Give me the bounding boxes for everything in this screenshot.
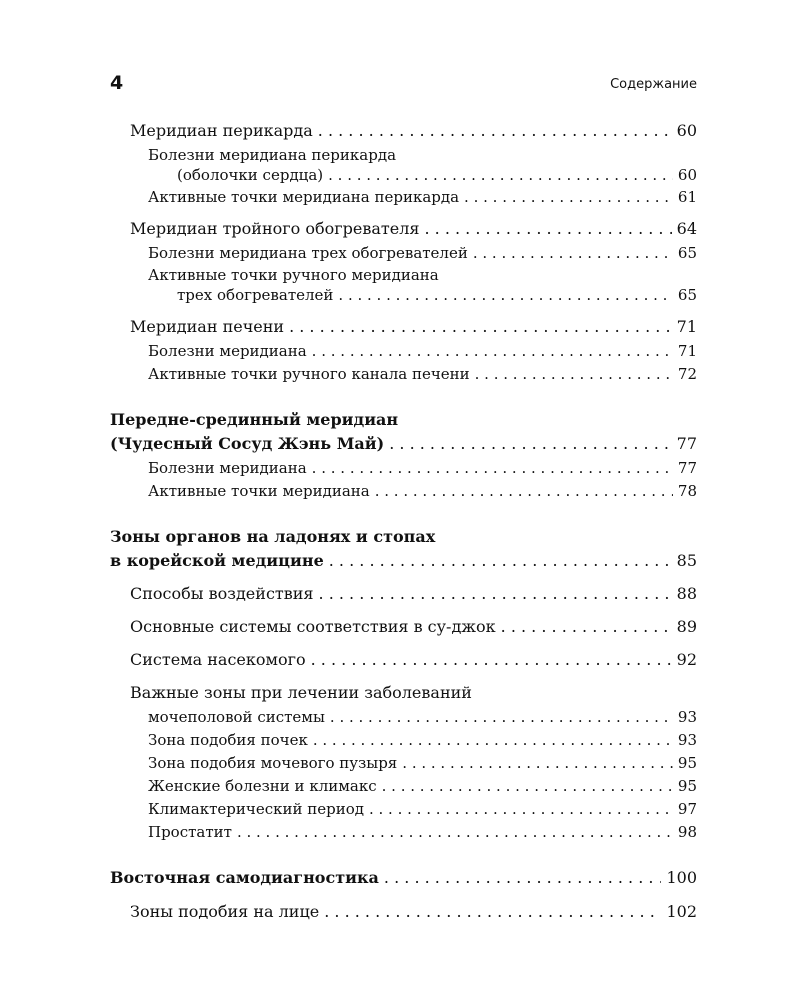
toc-entry[interactable]: Важные зоны при лечении заболеваний bbox=[130, 683, 472, 702]
toc-entry[interactable]: Зона подобия мочевого пузыря . . . 95 bbox=[110, 753, 697, 773]
page-number: 4 bbox=[110, 72, 124, 94]
toc-entry[interactable]: Болезни меридиана перикарда bbox=[148, 146, 397, 164]
toc-entry[interactable]: Зоны подобия на лице . . . 102 bbox=[110, 902, 697, 922]
toc-section[interactable]: Зоны органов на ладонях и стопах bbox=[110, 527, 436, 546]
toc-entry[interactable]: Меридиан перикарда . . . 60 bbox=[110, 121, 697, 141]
toc-entry[interactable]: Климактерический период . . . 97 bbox=[110, 799, 697, 819]
toc-page: 100 bbox=[666, 868, 697, 887]
toc-page: 98 bbox=[677, 823, 697, 841]
leader-dots bbox=[319, 584, 672, 604]
toc-page: 102 bbox=[666, 902, 697, 921]
leader-dots bbox=[338, 285, 673, 305]
toc-page: 77 bbox=[676, 434, 697, 453]
leader-dots bbox=[464, 187, 673, 207]
toc-page: 95 bbox=[677, 754, 697, 772]
leader-dots bbox=[237, 822, 673, 842]
toc-entry[interactable]: Система насекомого . . . 92 bbox=[110, 650, 697, 670]
leader-dots bbox=[312, 458, 673, 478]
toc-entry[interactable]: Меридиан печени . . . 71 bbox=[110, 317, 697, 337]
leader-dots bbox=[375, 481, 673, 501]
toc-section-continuation[interactable]: (Чудесный Сосуд Жэнь Май) . . . 77 bbox=[110, 434, 697, 454]
toc-page: 60 bbox=[676, 121, 697, 140]
toc-entry-continuation[interactable]: трех обогревателей . . . 65 bbox=[110, 285, 697, 305]
toc-page: 95 bbox=[677, 777, 697, 795]
toc-entry[interactable]: Простатит . . . 98 bbox=[110, 822, 697, 842]
toc-page: 93 bbox=[677, 708, 697, 726]
toc-page: 64 bbox=[676, 219, 697, 238]
leader-dots bbox=[329, 551, 672, 571]
toc-page: 89 bbox=[676, 617, 697, 636]
leader-dots bbox=[501, 617, 672, 637]
leader-dots bbox=[475, 364, 673, 384]
leader-dots bbox=[424, 219, 671, 239]
leader-dots bbox=[312, 341, 673, 361]
toc-page: 78 bbox=[677, 482, 697, 500]
toc-entry[interactable]: Меридиан тройного обогревателя . . . 64 bbox=[110, 219, 697, 239]
toc-page: 97 bbox=[677, 800, 697, 818]
leader-dots bbox=[324, 902, 661, 922]
toc-page: 65 bbox=[677, 286, 697, 304]
toc-entry[interactable]: Активные точки меридиана . . . 78 bbox=[110, 481, 697, 501]
leader-dots bbox=[402, 753, 673, 773]
toc-page: 60 bbox=[677, 166, 697, 184]
toc-page: 88 bbox=[676, 584, 697, 603]
toc-section[interactable]: Передне-срединный меридиан bbox=[110, 410, 399, 429]
toc-entry[interactable]: Основные системы соответствия в су-джок . . . 89 bbox=[110, 617, 697, 637]
toc-page: 92 bbox=[676, 650, 697, 669]
toc-entry-continuation[interactable]: (оболочки сердца) . . . 60 bbox=[110, 165, 697, 185]
toc-page: 71 bbox=[677, 342, 697, 360]
leader-dots bbox=[382, 776, 673, 796]
leader-dots bbox=[313, 730, 673, 750]
toc-page: 85 bbox=[676, 551, 697, 570]
toc-entry[interactable]: Активные точки меридиана перикарда . . . 61 bbox=[110, 187, 697, 207]
toc-entry-continuation[interactable]: мочеполовой системы . . . 93 bbox=[110, 707, 697, 727]
leader-dots bbox=[311, 650, 672, 670]
toc-page: 61 bbox=[677, 188, 697, 206]
toc-section-continuation[interactable]: в корейской медицине . . . 85 bbox=[110, 551, 697, 571]
toc-entry[interactable]: Активные точки ручного меридиана bbox=[148, 266, 439, 284]
toc-page: 93 bbox=[677, 731, 697, 749]
leader-dots bbox=[389, 434, 671, 454]
toc-entry[interactable]: Женские болезни и климакс . . . 95 bbox=[110, 776, 697, 796]
leader-dots bbox=[384, 868, 662, 888]
leader-dots bbox=[473, 243, 673, 263]
leader-dots bbox=[289, 317, 672, 337]
table-of-contents bbox=[110, 0, 697, 1000]
toc-page: 77 bbox=[677, 459, 697, 477]
toc-page: 71 bbox=[676, 317, 697, 336]
toc-entry[interactable]: Активные точки ручного канала печени . . . 72 bbox=[110, 364, 697, 384]
toc-entry[interactable]: Болезни меридиана . . . 77 bbox=[110, 458, 697, 478]
toc-page: 65 bbox=[677, 244, 697, 262]
leader-dots bbox=[369, 799, 673, 819]
toc-entry[interactable]: Зона подобия почек . . . 93 bbox=[110, 730, 697, 750]
leader-dots bbox=[330, 707, 673, 727]
running-title: Содержание bbox=[610, 77, 697, 92]
toc-entry[interactable]: Болезни меридиана трех обогревателей . . . 65 bbox=[110, 243, 697, 263]
toc-section[interactable]: Восточная самодиагностика . . . 100 bbox=[110, 868, 697, 888]
toc-entry[interactable]: Способы воздействия . . . 88 bbox=[110, 584, 697, 604]
leader-dots bbox=[328, 165, 673, 185]
toc-page: 72 bbox=[677, 365, 697, 383]
toc-entry[interactable]: Болезни меридиана . . . 71 bbox=[110, 341, 697, 361]
leader-dots bbox=[318, 121, 672, 141]
